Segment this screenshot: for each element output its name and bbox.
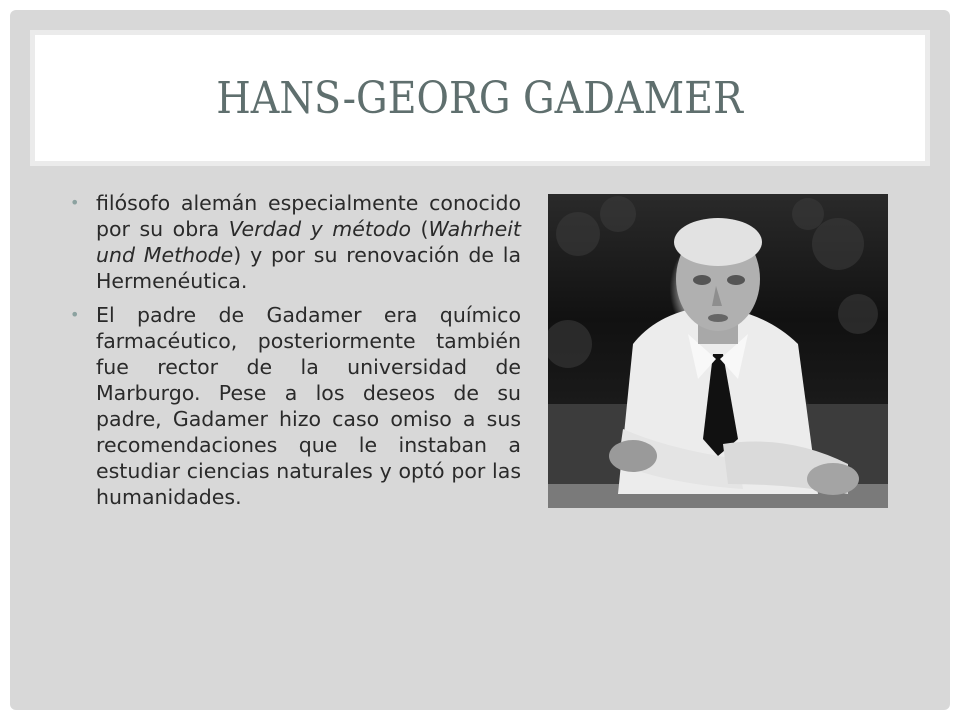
bullet-1-text: filósofo alemán especialmente conocido por su obra (96, 191, 521, 241)
bullet-1-text-end: ) y por su renovación de la Hermenéutica. (96, 243, 522, 293)
portrait-photo (548, 194, 888, 508)
title-box (30, 30, 930, 166)
bullet-list (66, 190, 521, 510)
portrait-illustration (548, 194, 888, 508)
bullet-1-text-paren: ( (411, 217, 429, 241)
bullet-item-1 (66, 190, 521, 294)
bullet-2-text: El padre de Gadamer era químico farmacéutico, posteriormente también fue rector de la universidad de Marburgo. Pese a los deseos de su padre, Gadamer hizo caso omiso a sus recomendaciones que le instaban a estudiar ciencias naturales y optó por las humanidades. (96, 303, 521, 509)
bullet-icon: • (70, 193, 80, 212)
slide (10, 10, 950, 710)
bullet-1-italic-title: Verdad y método (228, 217, 411, 241)
slide-title: HANS-GEORG GADAMER (216, 72, 744, 124)
bullet-1-italic-original: Wahrheit und Methode (96, 217, 521, 267)
bullet-item-2 (66, 302, 521, 510)
bullet-icon: • (70, 305, 80, 324)
content-area (66, 190, 521, 518)
